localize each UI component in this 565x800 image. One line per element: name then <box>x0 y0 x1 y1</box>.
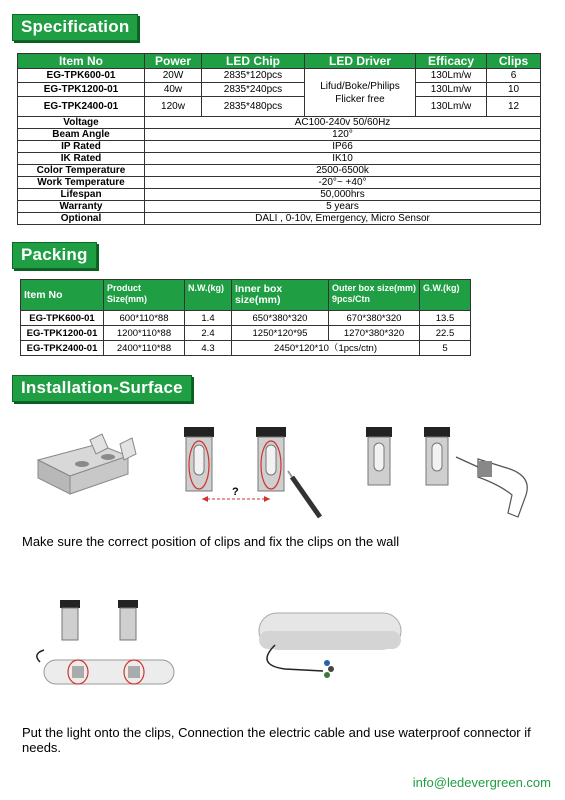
spec-param-label: Work Temperature <box>18 177 145 189</box>
spec-chip: 2835*120pcs <box>202 69 305 83</box>
packing-gw: 22.5 <box>420 326 471 341</box>
lamp-on-clips-illustration <box>30 596 180 696</box>
packing-inner: 1250*120*95 <box>232 326 329 341</box>
packing-size: 1200*110*88 <box>104 326 185 341</box>
packing-header-gw: G.W.(kg) <box>420 280 471 311</box>
install-caption-1: Make sure the correct position of clips and fix the clips on the wall <box>22 534 400 549</box>
packing-row <box>21 341 471 356</box>
contact-email-link[interactable]: info@ledevergreen.com <box>412 775 551 790</box>
spec-driver-line1: Lifud/Boke/Philips <box>320 80 400 92</box>
spec-table <box>17 53 541 225</box>
spec-header-clips: Clips <box>487 54 541 69</box>
packing-outer: 670*380*320 <box>329 311 420 326</box>
spec-item: EG-TPK600-01 <box>18 69 145 83</box>
install-caption-2-line1: Put the light onto the clips, Connection the electric cable and use waterproof connector if <box>22 725 531 740</box>
clips-spacing-illustration <box>180 425 330 525</box>
spec-param-label: Voltage <box>18 117 145 129</box>
spec-efficacy: 130Lm/w <box>416 69 487 83</box>
spec-power: 120w <box>145 97 202 117</box>
packing-merged-box: 2450*120*10（1pcs/ctn) <box>232 341 420 356</box>
packing-row <box>21 326 471 341</box>
packing-section-title: Packing <box>12 242 97 269</box>
spec-header-power: Power <box>145 54 202 69</box>
spec-power: 20W <box>145 69 202 83</box>
spec-param-value: 120° <box>145 129 541 141</box>
packing-nw: 1.4 <box>185 311 232 326</box>
install-caption-2-line2: needs. <box>22 740 62 755</box>
spec-driver-line2: Flicker free <box>335 93 385 105</box>
spec-param-label: Lifespan <box>18 189 145 201</box>
spec-section-title: Specification <box>12 14 138 41</box>
packing-item: EG-TPK1200-01 <box>21 326 104 341</box>
spec-param-label: IK Rated <box>18 153 145 165</box>
spec-header-efficacy: Efficacy <box>416 54 487 69</box>
spec-param-row <box>18 201 541 213</box>
packing-header-item: Item No <box>21 280 104 311</box>
spec-param-row <box>18 117 541 129</box>
spec-param-value: -20°~ +40° <box>145 177 541 189</box>
drill-illustration <box>360 425 540 525</box>
bracket-illustration <box>28 430 148 510</box>
spec-header-item: Item No <box>18 54 145 69</box>
spec-param-value: IP66 <box>145 141 541 153</box>
spec-param-value: DALI , 0-10v, Emergency, Micro Sensor <box>145 213 541 225</box>
spacing-question-mark: ? <box>232 486 239 498</box>
spec-param-row <box>18 165 541 177</box>
packing-gw: 5 <box>420 341 471 356</box>
spec-param-row <box>18 177 541 189</box>
spec-efficacy: 130Lm/w <box>416 97 487 117</box>
spec-param-label: IP Rated <box>18 141 145 153</box>
spec-header-row <box>18 54 541 69</box>
packing-size: 2400*110*88 <box>104 341 185 356</box>
spec-chip: 2835*480pcs <box>202 97 305 117</box>
spec-chip: 2835*240pcs <box>202 83 305 97</box>
spec-param-row <box>18 141 541 153</box>
spec-driver <box>305 69 416 117</box>
packing-inner: 650*380*320 <box>232 311 329 326</box>
spec-param-row <box>18 189 541 201</box>
packing-header-outer: Outer box size(mm) 9pcs/Ctn <box>329 280 420 311</box>
spec-row <box>18 69 541 83</box>
packing-table <box>20 279 471 356</box>
spec-param-value: AC100-240v 50/60Hz <box>145 117 541 129</box>
install-section-title: Installation-Surface <box>12 375 192 402</box>
spec-param-label: Warranty <box>18 201 145 213</box>
spec-row <box>18 97 541 117</box>
packing-nw: 2.4 <box>185 326 232 341</box>
spec-param-row <box>18 129 541 141</box>
packing-size: 600*110*88 <box>104 311 185 326</box>
spec-clips: 6 <box>487 69 541 83</box>
spec-param-value: IK10 <box>145 153 541 165</box>
spec-param-label: Optional <box>18 213 145 225</box>
spec-param-value: 2500-6500k <box>145 165 541 177</box>
lamp-connector-illustration <box>245 605 405 685</box>
packing-header-inner: Inner box size(mm) <box>232 280 329 311</box>
spec-item: EG-TPK1200-01 <box>18 83 145 97</box>
packing-row <box>21 311 471 326</box>
spec-efficacy: 130Lm/w <box>416 83 487 97</box>
spec-param-row <box>18 153 541 165</box>
spec-param-label: Beam Angle <box>18 129 145 141</box>
spec-header-chip: LED Chip <box>202 54 305 69</box>
spec-clips: 12 <box>487 97 541 117</box>
packing-header-nw: N.W.(kg) <box>185 280 232 311</box>
spec-param-row <box>18 213 541 225</box>
packing-header-size: Product Size(mm) <box>104 280 185 311</box>
packing-nw: 4.3 <box>185 341 232 356</box>
packing-item: EG-TPK600-01 <box>21 311 104 326</box>
packing-header-row <box>21 280 471 311</box>
spec-clips: 10 <box>487 83 541 97</box>
spec-param-value: 5 years <box>145 201 541 213</box>
spec-row <box>18 83 541 97</box>
spec-item: EG-TPK2400-01 <box>18 97 145 117</box>
packing-outer: 1270*380*320 <box>329 326 420 341</box>
packing-item: EG-TPK2400-01 <box>21 341 104 356</box>
packing-gw: 13.5 <box>420 311 471 326</box>
spec-param-value: 50,000hrs <box>145 189 541 201</box>
spec-param-label: Color Temperature <box>18 165 145 177</box>
spec-header-driver: LED Driver <box>305 54 416 69</box>
spec-power: 40w <box>145 83 202 97</box>
